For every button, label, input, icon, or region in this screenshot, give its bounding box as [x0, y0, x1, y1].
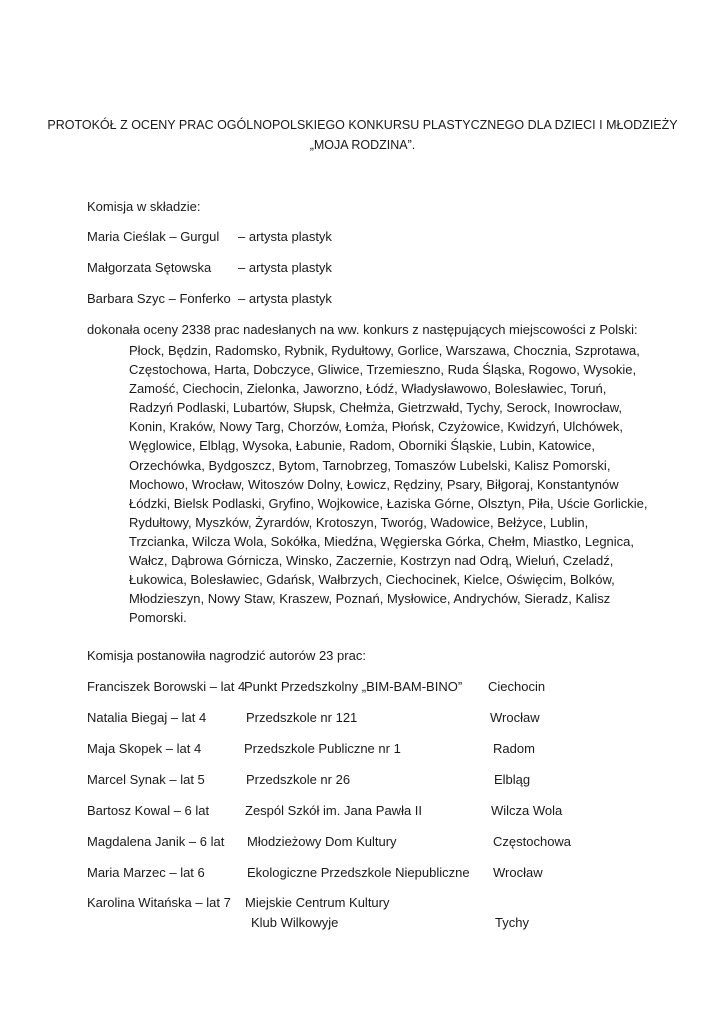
member-role: – artysta plastyk: [238, 229, 332, 244]
award-institution: Przedszkole nr 121: [246, 710, 358, 725]
award-institution: Przedszkole Publiczne nr 1: [244, 741, 401, 756]
member-name: Maria Cieślak – Gurgul: [87, 229, 220, 244]
member-role: – artysta plastyk: [238, 260, 332, 275]
committee-member: [87, 229, 687, 247]
award-institution: Przedszkole nr 26: [246, 772, 351, 787]
award-decision: Komisja postanowiła nagrodzić autorów 23 prac:: [87, 648, 366, 663]
award-city: Wrocław: [493, 865, 543, 880]
award-author: Karolina Witańska – lat 7: [87, 895, 231, 910]
award-institution: Miejskie Centrum Kultury: [245, 895, 390, 910]
committee-member: [87, 291, 687, 309]
award-author: Maja Skopek – lat 4: [87, 741, 202, 756]
award-institution: Młodzieżowy Dom Kultury: [247, 834, 397, 849]
award-author: Bartosz Kowal – 6 lat: [87, 803, 210, 818]
member-role: – artysta plastyk: [238, 291, 332, 306]
award-city: Ciechocin: [488, 679, 546, 694]
award-author: Maria Marzec – lat 6: [87, 865, 205, 880]
award-city: Częstochowa: [493, 834, 572, 849]
committee-intro: Komisja w składzie:: [87, 199, 201, 214]
evaluation-statement: dokonała oceny 2338 prac nadesłanych na ww. konkurs z następujących miejscowości z Polski:: [87, 322, 638, 337]
document-title: PROTOKÓŁ Z OCENY PRAC OGÓLNOPOLSKIEGO KONKURSU PLASTYCZNEGO DLA DZIECI I MŁODZIEŻY: [47, 118, 678, 132]
award-author: Marcel Synak – lat 5: [87, 772, 205, 787]
award-institution: Punkt Przedszkolny „BIM-BAM-BINO”: [244, 679, 463, 694]
award-city: Elbląg: [494, 772, 531, 787]
member-name: Małgorzata Sętowska: [87, 260, 212, 275]
towns-list: Płock, Będzin, Radomsko, Rybnik, Rydułtowy, Gorlice, Warszawa, Chocznia, Szprotawa, Częstochowa, Harta, Dobczyce, Gliwice, Trzemieszno, Ruda Śląska, Rogowo, Wysokie, Zamość, Ciechocin, Zielonka, Jaworzno, Łódź, Władysławowo, Bolesławiec, Toruń, Radzyń Podlaski, Lubartów, Słupsk, Chełmża, Gietrzwałd, Tychy, Serock, Inowrocław, Konin, Kraków, Nowy Targ, Chorzów, Łomża, Płońsk, Czyżowice, Kwidzyń, Ulchówek, Węglowice, Elbląg, Wysoka, Łabunie, Radom, Oborniki Śląskie, Lubin, Katowice, Orzechówka, Bydgoszcz, Bytom, Tarnobrzeg, Tomaszów Lubelski, Kalisz Pomorski, Mochowo, Wrocław, Witoszów Dolny, Łowicz, Rędziny, Psary, Biłgoraj, Konstantynów Łódzki, Bielsk Podlaski, Gryfino, Wojkowice, Łaziska Górne, Olsztyn, Piła, Uście Gorlickie, Rydułtowy, Myszków, Żyrardów, Krotoszyn, Tworóg, Wadowice, Bełżyce, Lublin, Trzcianka, Wilcza Wola, Sokółka, Miedźna, Węgierska Górka, Chełm, Miastko, Legnica, Wałcz, Dąbrowa Górnicza, Winsko, Zaczernie, Kostrzyn nad Odrą, Wieluń, Czeladź, Łukowica, Bolesławiec, Gdańsk, Wałbrzych, Ciechocinek, Kielce, Oświęcim, Bolków, Młodzieszyn, Nowy Staw, Kraszew, Poznań, Mysłowice, Andrychów, Sieradz, Kalisz Pomorski.: [129, 343, 648, 626]
member-name: Barbara Szyc – Fonferko: [87, 291, 231, 306]
award-institution-line2: Klub Wilkowyje: [251, 915, 339, 930]
committee-member: [87, 260, 687, 278]
award-row: [87, 895, 647, 935]
award-author: Natalia Biegaj – lat 4: [87, 710, 207, 725]
award-author: Franciszek Borowski – lat 4: [87, 679, 246, 694]
award-institution: Zespól Szkół im. Jana Pawła II: [245, 803, 423, 818]
award-city: Tychy: [495, 915, 529, 930]
award-institution: Ekologiczne Przedszkole Niepubliczne: [247, 865, 470, 880]
award-city: Wilcza Wola: [491, 803, 563, 818]
document-subtitle: „MOJA RODZINA”.: [309, 138, 416, 152]
award-city: Radom: [493, 741, 535, 756]
award-author: Magdalena Janik – 6 lat: [87, 834, 225, 849]
award-city: Wrocław: [490, 710, 540, 725]
